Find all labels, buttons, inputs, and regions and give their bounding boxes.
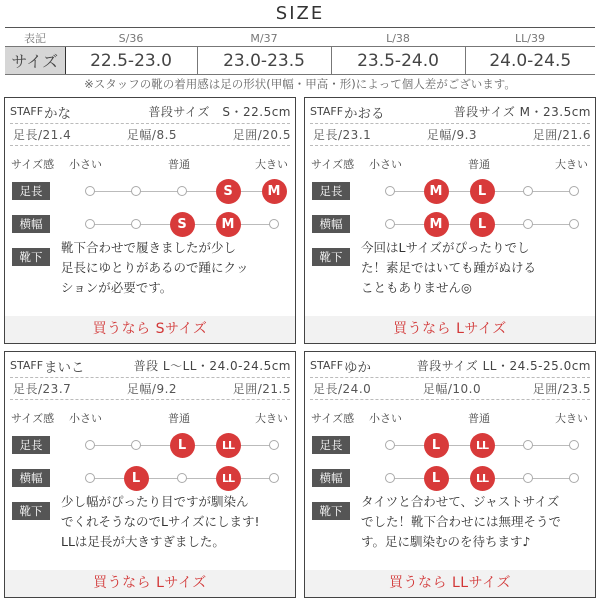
scale-dot: [385, 473, 395, 483]
page-title: SIZE: [275, 3, 325, 24]
size-marker: M: [262, 179, 287, 204]
scale-dot: [177, 186, 187, 196]
foot-width-value: 足幅/9.3: [426, 128, 478, 142]
scale-dot: [131, 440, 141, 450]
usual-size: 普段サイズ S・22.5cm: [148, 105, 291, 119]
size-marker: S: [170, 212, 195, 237]
title-divider: [5, 27, 595, 28]
size-table: [5, 30, 595, 75]
size-marker: L: [424, 466, 449, 491]
socks-tag: 靴下: [312, 248, 350, 266]
scale-dot: [569, 473, 579, 483]
comment-line: す。足に馴染むのを待ちます♪: [361, 534, 531, 549]
divider: [10, 399, 290, 400]
scale-dot: [131, 186, 141, 196]
scale-dot: [385, 186, 395, 196]
comment-line: 靴下合わせで履きましたが少し: [61, 240, 237, 255]
scale-dot: [385, 440, 395, 450]
recommended-size: 買うなら Lサイズ: [305, 316, 595, 343]
foot-width-value: 足幅/9.2: [126, 382, 178, 396]
comment-line: でした！靴下合わせには無理そうで: [361, 514, 562, 529]
foot-width-value: 足幅/10.0: [422, 382, 482, 396]
size-marker: L: [470, 179, 495, 204]
usual-size: 普段サイズ M・23.5cm: [453, 105, 591, 119]
scale-dot: [131, 219, 141, 229]
staff-name: まいこ: [44, 360, 85, 376]
staff-header: [10, 356, 291, 376]
scale-small-label: 小さい: [69, 412, 102, 425]
staff-name: かおる: [344, 106, 385, 122]
staff-comment: [61, 492, 291, 552]
size-value-cell: 23.0-23.5: [197, 47, 331, 75]
scale-dot: [569, 440, 579, 450]
size-table-header-cell: L/38: [386, 31, 410, 45]
staff-label: STAFF: [10, 359, 44, 372]
size-feel-label: サイズ感: [311, 158, 355, 171]
scale-dot: [523, 473, 533, 483]
size-value-cell: 22.5-23.0: [65, 47, 197, 75]
foot-measurements: [313, 380, 591, 398]
scale-dot: [269, 473, 279, 483]
foot-length-value: 足長/21.4: [13, 128, 72, 142]
staff-label: STAFF: [310, 105, 344, 118]
size-feel-label: サイズ感: [11, 158, 55, 171]
foot-measurements: [13, 380, 291, 398]
foot-width-tag: 横幅: [12, 469, 50, 487]
comment-line: こともありません◎: [361, 280, 472, 295]
staff-comment: [361, 238, 591, 298]
size-table-row: [5, 47, 595, 75]
socks-tag: 靴下: [12, 248, 50, 266]
foot-girth-value: 足囲/21.6: [532, 128, 591, 142]
staff-header: [310, 356, 591, 376]
size-marker: L: [124, 466, 149, 491]
size-marker: S: [216, 179, 241, 204]
foot-girth-value: 足囲/20.5: [232, 128, 291, 142]
divider: [310, 399, 590, 400]
scale-normal-label: 普通: [468, 412, 490, 425]
size-table-header-cell: M/37: [250, 31, 278, 45]
usual-size: 普段 L～LL・24.0-24.5cm: [133, 359, 291, 373]
foot-measurements: [13, 126, 291, 144]
divider: [10, 145, 290, 146]
divider: [10, 377, 290, 378]
foot-length-tag: 足長: [312, 182, 350, 200]
scale-normal-label: 普通: [168, 412, 190, 425]
divider: [310, 145, 590, 146]
foot-width-value: 足幅/8.5: [126, 128, 178, 142]
foot-width-tag: 横幅: [12, 215, 50, 233]
comment-line: 今回はLサイズがぴったりでし: [361, 240, 530, 255]
scale-dot: [269, 219, 279, 229]
staff-card: [4, 97, 296, 344]
scale-dot: [523, 219, 533, 229]
staff-name: かな: [44, 106, 71, 122]
size-feel-label: サイズ感: [11, 412, 55, 425]
foot-width-tag: 横幅: [312, 215, 350, 233]
foot-girth-value: 足囲/23.5: [532, 382, 591, 396]
scale-dot: [85, 440, 95, 450]
staff-label: STAFF: [10, 105, 44, 118]
comment-line: 足長にゆとりがあるので踵にクッ: [61, 260, 249, 275]
scale-normal-label: 普通: [168, 158, 190, 171]
staff-label: STAFF: [310, 359, 344, 372]
recommended-size: 買うなら LLサイズ: [305, 570, 595, 597]
staff-card: [4, 351, 296, 598]
foot-length-value: 足長/24.0: [313, 382, 372, 396]
staff-card: [304, 97, 596, 344]
size-table-header: [5, 30, 595, 47]
comment-line: LLは足長が大きすぎました。: [61, 534, 225, 549]
recommended-size: 買うなら Sサイズ: [5, 316, 295, 343]
size-marker: L: [170, 433, 195, 458]
scale-large-label: 大きい: [555, 158, 588, 171]
size-value-cell: 23.5-24.0: [331, 47, 465, 75]
size-value-cell: 24.0-24.5: [465, 47, 595, 75]
staff-card: [304, 351, 596, 598]
staff-header: [310, 102, 591, 122]
scale-dot: [269, 440, 279, 450]
size-table-header-cell: 表記: [24, 32, 46, 45]
foot-measurements: [313, 126, 591, 144]
staff-comment: [61, 238, 291, 298]
scale-large-label: 大きい: [255, 158, 288, 171]
size-row-label: サイズ: [5, 47, 65, 75]
foot-length-tag: 足長: [12, 436, 50, 454]
comment-line: でくれそうなのでLサイズにします!: [61, 514, 260, 529]
size-marker: LL: [470, 466, 495, 491]
fit-disclaimer: ※スタッフの靴の着用感は足の形状(甲幅・甲高・形)によって個人差がございます。: [84, 77, 516, 91]
scale-small-label: 小さい: [69, 158, 102, 171]
recommended-size: 買うなら Lサイズ: [5, 570, 295, 597]
divider: [10, 123, 290, 124]
size-marker: M: [424, 179, 449, 204]
staff-comment: [361, 492, 591, 552]
scale-dot: [85, 473, 95, 483]
scale-dot: [85, 186, 95, 196]
foot-girth-value: 足囲/21.5: [232, 382, 291, 396]
usual-size: 普段サイズ LL・24.5-25.0cm: [416, 359, 591, 373]
size-marker: LL: [216, 466, 241, 491]
size-marker: L: [424, 433, 449, 458]
foot-width-tag: 横幅: [312, 469, 350, 487]
size-marker: M: [216, 212, 241, 237]
divider: [310, 123, 590, 124]
size-marker: L: [470, 212, 495, 237]
scale-dot: [523, 440, 533, 450]
staff-header: [10, 102, 291, 122]
scale-large-label: 大きい: [255, 412, 288, 425]
socks-tag: 靴下: [12, 502, 50, 520]
size-table-header-cell: LL/39: [515, 31, 545, 45]
scale-dot: [569, 186, 579, 196]
socks-tag: 靴下: [312, 502, 350, 520]
comment-line: タイツと合わせて、ジャストサイズ: [361, 494, 560, 509]
scale-normal-label: 普通: [468, 158, 490, 171]
divider: [310, 377, 590, 378]
foot-length-tag: 足長: [12, 182, 50, 200]
comment-line: 少し幅がぴったり目ですが馴染ん: [61, 494, 249, 509]
staff-name: ゆか: [344, 360, 371, 376]
size-marker: LL: [216, 433, 241, 458]
foot-length-tag: 足長: [312, 436, 350, 454]
size-marker: LL: [470, 433, 495, 458]
scale-small-label: 小さい: [369, 412, 402, 425]
size-marker: M: [424, 212, 449, 237]
size-feel-label: サイズ感: [311, 412, 355, 425]
scale-small-label: 小さい: [369, 158, 402, 171]
size-table-header-cell: S/36: [118, 31, 144, 45]
foot-length-value: 足長/23.1: [313, 128, 372, 142]
scale-dot: [523, 186, 533, 196]
scale-dot: [85, 219, 95, 229]
scale-dot: [569, 219, 579, 229]
foot-length-value: 足長/23.7: [13, 382, 72, 396]
scale-dot: [177, 473, 187, 483]
scale-large-label: 大きい: [555, 412, 588, 425]
scale-dot: [385, 219, 395, 229]
comment-line: た！素足ではいても踵がぬける: [361, 260, 537, 275]
comment-line: ションが必要です。: [61, 280, 173, 295]
